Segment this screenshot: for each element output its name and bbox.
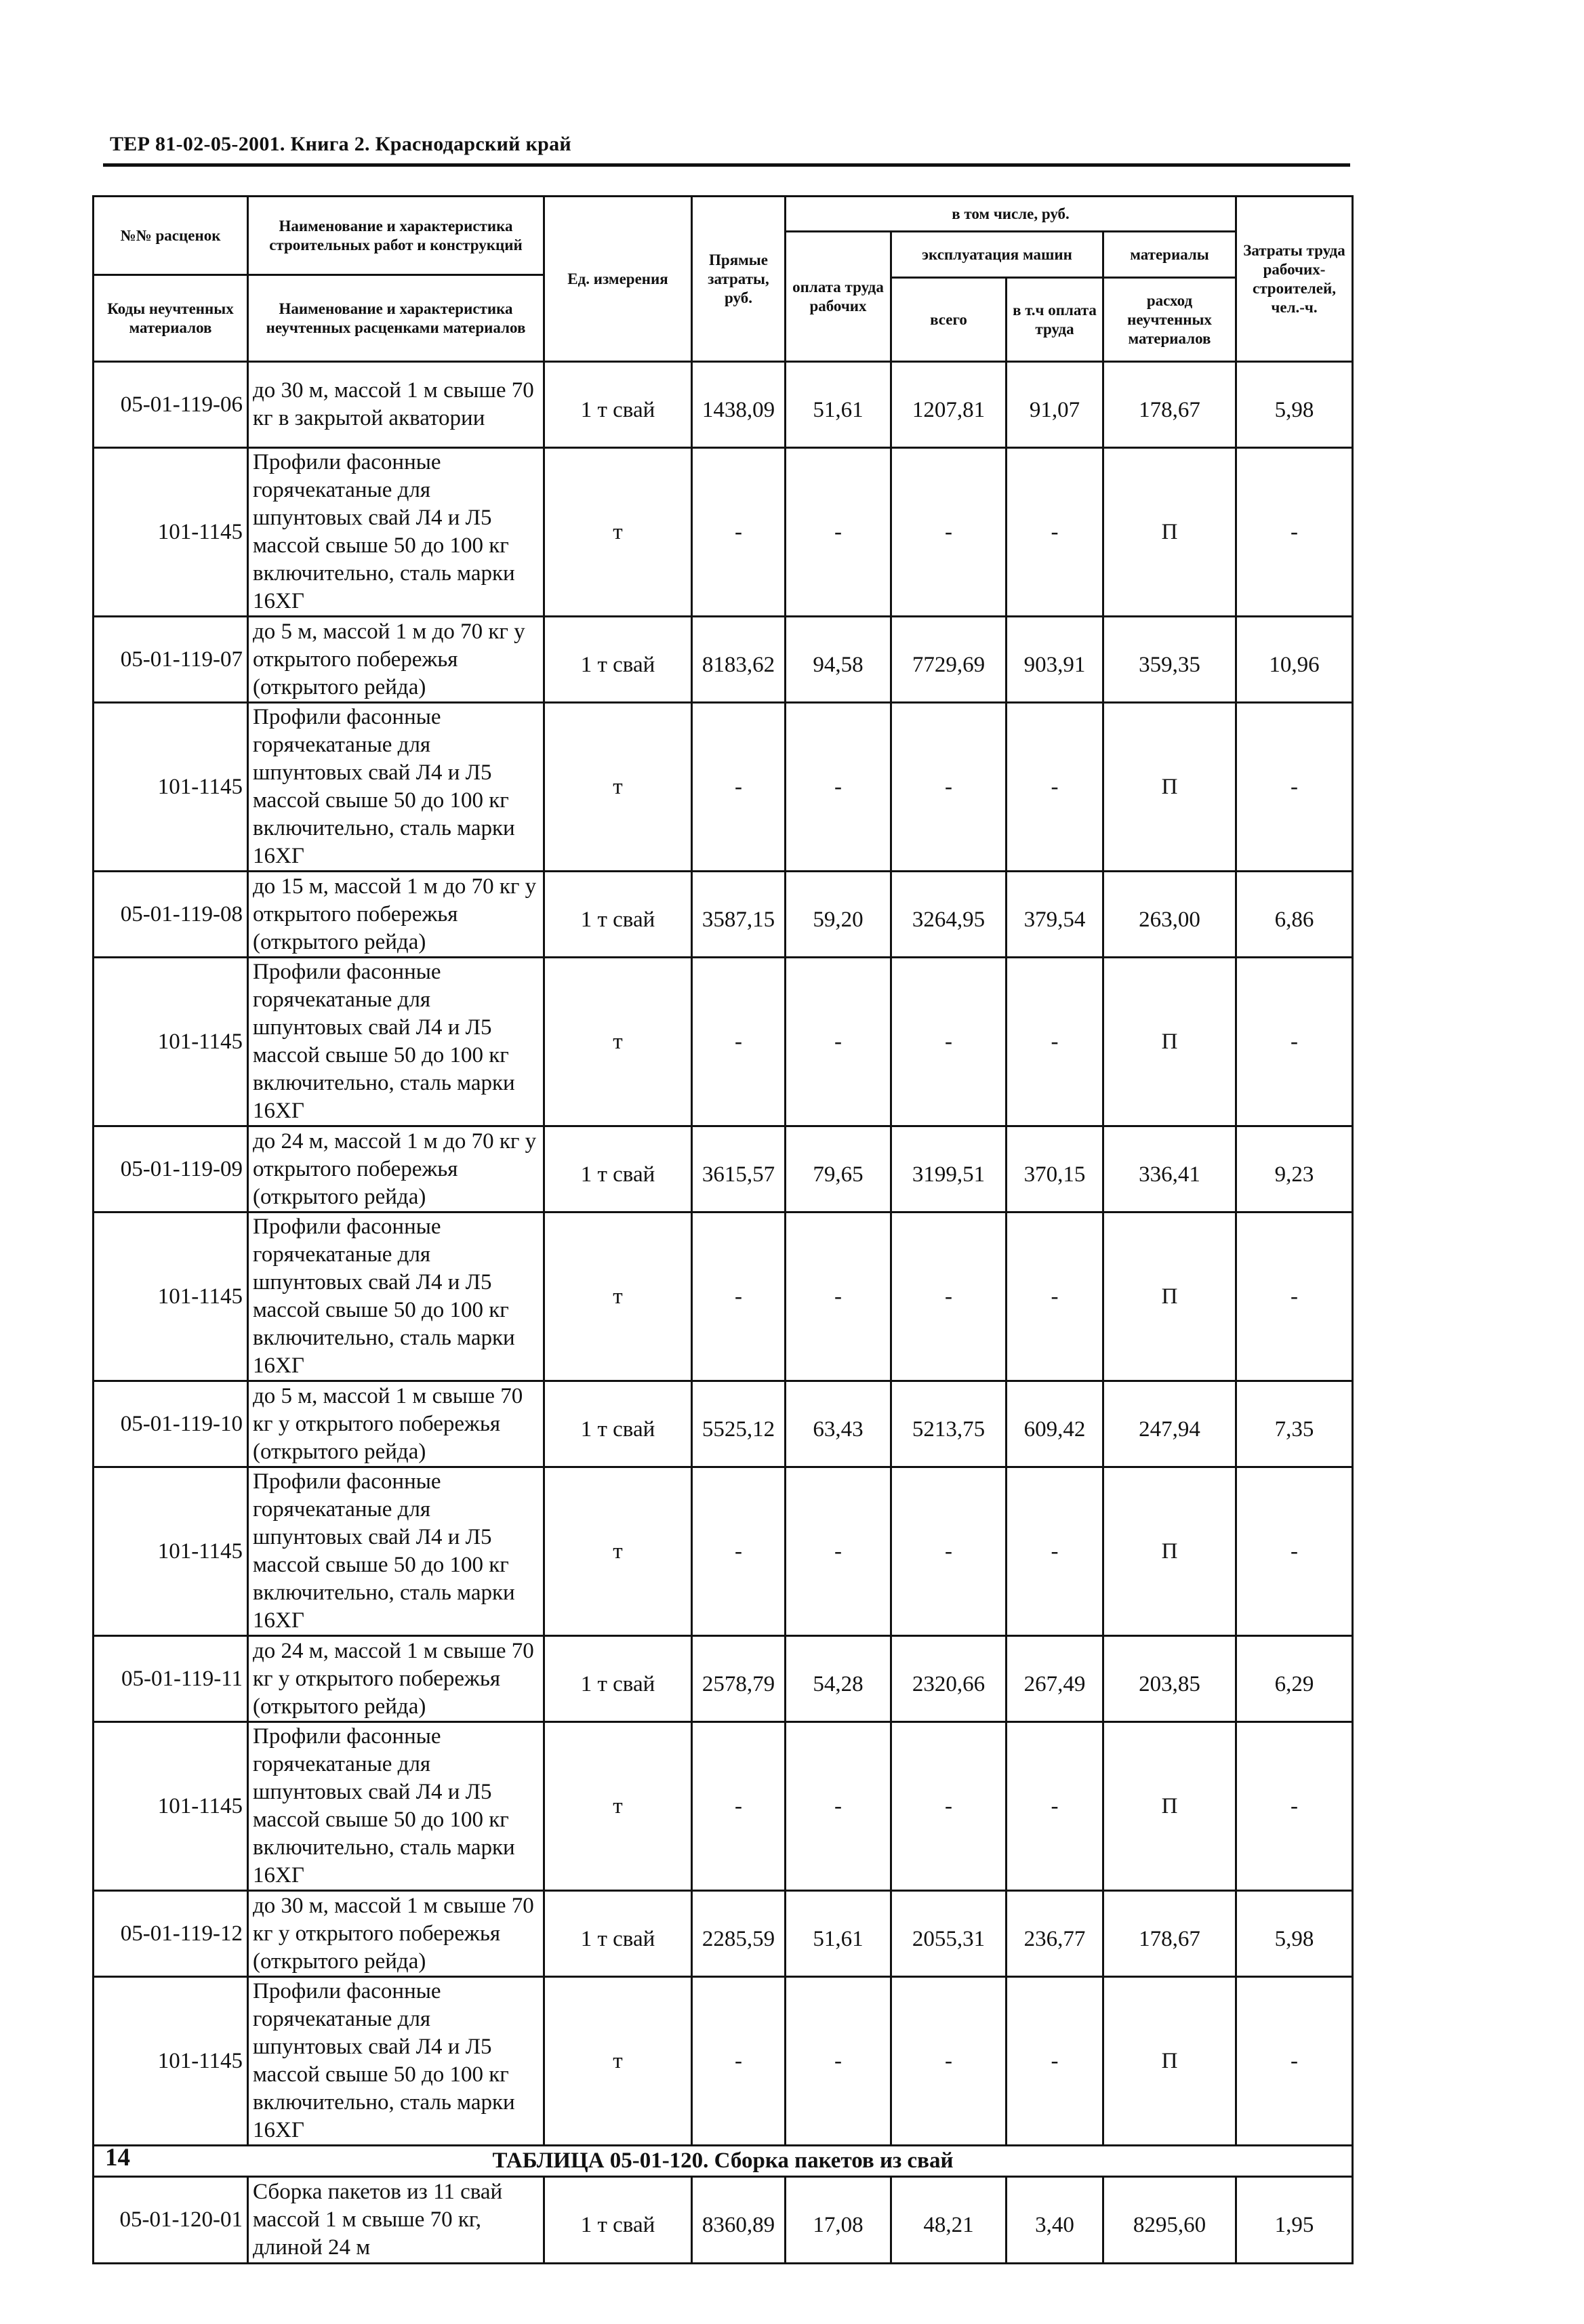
cell-labor-pay: 63,43	[786, 1381, 891, 1467]
cell-labor-pay: -	[786, 1467, 891, 1636]
cell-name: Профили фасонные горячекатаные для шпунтовых свай Л4 и Л5 массой свыше 50 до 100 кг включительно, сталь марки 16ХГ	[248, 703, 544, 872]
cell-name: до 5 м, массой 1 м до 70 кг у открытого побережья (открытого рейда)	[248, 617, 544, 703]
cell-unit: т	[544, 958, 692, 1126]
cell-materials: П	[1103, 958, 1236, 1126]
cell-labor-costs: 6,86	[1236, 872, 1353, 958]
cell-name: до 5 м, массой 1 м свыше 70 кг у открытого побережья (открытого рейда)	[248, 1381, 544, 1467]
page-number: 14	[105, 2144, 130, 2172]
header-labor-costs: Затраты труда рабочих-строителей, чел.-ч.	[1236, 197, 1353, 362]
cell-unit: т	[544, 1212, 692, 1381]
cell-unit: т	[544, 1722, 692, 1891]
page-header-title: ТЕР 81-02-05-2001. Книга 2. Краснодарский край	[110, 133, 572, 155]
cell-code: 101-1145	[94, 1977, 248, 2146]
cell-materials: 8295,60	[1103, 2177, 1236, 2264]
cell-materials: 203,85	[1103, 1636, 1236, 1722]
cell-materials: 263,00	[1103, 872, 1236, 958]
cell-code: 05-01-119-06	[94, 362, 248, 448]
cell-labor-costs: 6,29	[1236, 1636, 1353, 1722]
cell-direct-costs: -	[692, 448, 786, 617]
cell-code: 101-1145	[94, 703, 248, 872]
cell-code: 101-1145	[94, 448, 248, 617]
cell-machines-pay: 903,91	[1007, 617, 1103, 703]
cell-code: 05-01-119-08	[94, 872, 248, 958]
cell-unit: 1 т свай	[544, 1381, 692, 1467]
cell-labor-pay: 51,61	[786, 362, 891, 448]
cell-code: 101-1145	[94, 1722, 248, 1891]
header-materials: материалы	[1103, 232, 1236, 278]
cell-machines-pay: -	[1007, 703, 1103, 872]
cell-machines-total: 3264,95	[891, 872, 1007, 958]
cell-labor-costs: 1,95	[1236, 2177, 1353, 2264]
cell-labor-pay: 59,20	[786, 872, 891, 958]
header-including: в том числе, руб.	[786, 197, 1236, 232]
table-row-work	[94, 1381, 1353, 1467]
cell-direct-costs: 2285,59	[692, 1891, 786, 1977]
cell-unit: т	[544, 448, 692, 617]
cell-labor-costs: -	[1236, 703, 1353, 872]
cell-machines-total: 5213,75	[891, 1381, 1007, 1467]
cell-machines-total: -	[891, 1722, 1007, 1891]
cell-labor-pay: -	[786, 1722, 891, 1891]
cell-labor-pay: -	[786, 958, 891, 1126]
cell-machines-pay: -	[1007, 1212, 1103, 1381]
cell-materials: П	[1103, 1722, 1236, 1891]
table-row-work	[94, 1636, 1353, 1722]
cell-machines-total: -	[891, 703, 1007, 872]
cell-materials: 247,94	[1103, 1381, 1236, 1467]
table-row-work	[94, 1891, 1353, 1977]
cell-name: Сборка пакетов из 11 свай массой 1 м свыше 70 кг, длиной 24 м	[248, 2177, 544, 2264]
table-row-material	[94, 448, 1353, 617]
cell-code: 05-01-119-11	[94, 1636, 248, 1722]
table-row-material	[94, 1212, 1353, 1381]
cell-labor-pay: 79,65	[786, 1126, 891, 1212]
cell-direct-costs: 1438,09	[692, 362, 786, 448]
cell-machines-pay: 379,54	[1007, 872, 1103, 958]
cell-labor-costs: 10,96	[1236, 617, 1353, 703]
cell-machines-total: 48,21	[891, 2177, 1007, 2264]
cell-direct-costs: -	[692, 1977, 786, 2146]
cell-name: до 24 м, массой 1 м до 70 кг у открытого побережья (открытого рейда)	[248, 1126, 544, 1212]
header-unit: Ед. измерения	[544, 197, 692, 362]
cell-direct-costs: -	[692, 1722, 786, 1891]
header-name-bottom: Наименование и характеристика неучтенных расценками материалов	[248, 275, 544, 362]
cell-materials: П	[1103, 1977, 1236, 2146]
cell-unit: т	[544, 703, 692, 872]
cell-labor-costs: -	[1236, 1722, 1353, 1891]
cell-labor-pay: 51,61	[786, 1891, 891, 1977]
cell-name: Профили фасонные горячекатаные для шпунтовых свай Л4 и Л5 массой свыше 50 до 100 кг включительно, сталь марки 16ХГ	[248, 1977, 544, 2146]
cell-machines-total: 7729,69	[891, 617, 1007, 703]
header-rule	[103, 163, 1350, 167]
header-direct-costs: Прямые затраты, руб.	[692, 197, 786, 362]
cell-machines-pay: 370,15	[1007, 1126, 1103, 1212]
cell-labor-costs: 9,23	[1236, 1126, 1353, 1212]
cell-materials: П	[1103, 1467, 1236, 1636]
cell-unit: 1 т свай	[544, 617, 692, 703]
cell-code: 05-01-119-09	[94, 1126, 248, 1212]
cell-name: до 30 м, массой 1 м свыше 70 кг у открытого побережья (открытого рейда)	[248, 1891, 544, 1977]
cell-name: Профили фасонные горячекатаные для шпунтовых свай Л4 и Л5 массой свыше 50 до 100 кг включительно, сталь марки 16ХГ	[248, 1212, 544, 1381]
cell-direct-costs: -	[692, 1212, 786, 1381]
cell-direct-costs: -	[692, 1467, 786, 1636]
cell-labor-costs: 7,35	[1236, 1381, 1353, 1467]
table-row-material	[94, 958, 1353, 1126]
cell-labor-pay: 17,08	[786, 2177, 891, 2264]
table-row-work	[94, 872, 1353, 958]
table-row-material	[94, 1977, 1353, 2146]
table-row-material	[94, 1722, 1353, 1891]
cell-labor-costs: -	[1236, 1212, 1353, 1381]
cell-machines-pay: 236,77	[1007, 1891, 1103, 1977]
cell-direct-costs: -	[692, 958, 786, 1126]
header-machines: эксплуатация машин	[891, 232, 1103, 278]
table-row-material	[94, 1467, 1353, 1636]
cell-machines-total: -	[891, 958, 1007, 1126]
cell-labor-costs: 5,98	[1236, 362, 1353, 448]
cell-machines-total: -	[891, 1212, 1007, 1381]
cell-machines-pay: -	[1007, 1977, 1103, 2146]
table-section-row	[94, 2146, 1353, 2177]
cell-labor-pay: -	[786, 1977, 891, 2146]
cell-unit: 1 т свай	[544, 1126, 692, 1212]
cell-name: Профили фасонные горячекатаные для шпунтовых свай Л4 и Л5 массой свыше 50 до 100 кг включительно, сталь марки 16ХГ	[248, 448, 544, 617]
table-row-work	[94, 2177, 1353, 2264]
cell-unit: 1 т свай	[544, 1636, 692, 1722]
cell-unit: 1 т свай	[544, 1891, 692, 1977]
cell-labor-pay: -	[786, 448, 891, 617]
table-row-work	[94, 1126, 1353, 1212]
cell-machines-pay: 609,42	[1007, 1381, 1103, 1467]
cell-unit: т	[544, 1467, 692, 1636]
cell-labor-costs: -	[1236, 1467, 1353, 1636]
cell-code: 101-1145	[94, 958, 248, 1126]
cell-materials: П	[1103, 448, 1236, 617]
cell-materials: П	[1103, 703, 1236, 872]
table-body	[94, 362, 1353, 2264]
cell-labor-pay: 94,58	[786, 617, 891, 703]
cell-machines-total: -	[891, 448, 1007, 617]
cell-direct-costs: 3615,57	[692, 1126, 786, 1212]
header-code-top: №№ расценок	[94, 197, 248, 275]
cell-machines-total: 3199,51	[891, 1126, 1007, 1212]
cell-labor-costs: -	[1236, 448, 1353, 617]
cell-machines-pay: -	[1007, 448, 1103, 617]
cell-code: 05-01-119-10	[94, 1381, 248, 1467]
cell-machines-total: -	[891, 1977, 1007, 2146]
cell-code: 05-01-119-12	[94, 1891, 248, 1977]
table-row-material	[94, 703, 1353, 872]
cell-unit: 1 т свай	[544, 2177, 692, 2264]
header-code-bottom: Коды неучтенных материалов	[94, 275, 248, 362]
cell-machines-pay: 91,07	[1007, 362, 1103, 448]
cell-machines-total: -	[891, 1467, 1007, 1636]
section-title: ТАБЛИЦА 05-01-120. Сборка пакетов из свай	[94, 2146, 1353, 2177]
cell-machines-total: 2320,66	[891, 1636, 1007, 1722]
cell-name: до 30 м, массой 1 м свыше 70 кг в закрытой акватории	[248, 362, 544, 448]
cell-machines-pay: -	[1007, 1467, 1103, 1636]
cell-direct-costs: -	[692, 703, 786, 872]
cell-machines-pay: 267,49	[1007, 1636, 1103, 1722]
cell-labor-costs: -	[1236, 958, 1353, 1126]
cell-materials: 178,67	[1103, 1891, 1236, 1977]
cell-name: Профили фасонные горячекатаные для шпунтовых свай Л4 и Л5 массой свыше 50 до 100 кг включительно, сталь марки 16ХГ	[248, 958, 544, 1126]
cell-machines-total: 1207,81	[891, 362, 1007, 448]
cell-direct-costs: 8360,89	[692, 2177, 786, 2264]
cell-materials: 178,67	[1103, 362, 1236, 448]
cell-unit: т	[544, 1977, 692, 2146]
cell-materials: 359,35	[1103, 617, 1236, 703]
cell-code: 101-1145	[94, 1467, 248, 1636]
header-machines-total: всего	[891, 278, 1007, 362]
cell-unit: 1 т свай	[544, 872, 692, 958]
cell-materials: 336,41	[1103, 1126, 1236, 1212]
cell-direct-costs: 5525,12	[692, 1381, 786, 1467]
cell-direct-costs: 3587,15	[692, 872, 786, 958]
cell-machines-pay: 3,40	[1007, 2177, 1103, 2264]
cell-labor-costs: -	[1236, 1977, 1353, 2146]
cell-direct-costs: 8183,62	[692, 617, 786, 703]
header-materials-sub: расход неучтенных материалов	[1103, 278, 1236, 362]
cell-direct-costs: 2578,79	[692, 1636, 786, 1722]
cell-machines-pay: -	[1007, 958, 1103, 1126]
cell-materials: П	[1103, 1212, 1236, 1381]
table-row-work	[94, 362, 1353, 448]
header-labor-pay: оплата труда рабочих	[786, 232, 891, 362]
cell-labor-pay: 54,28	[786, 1636, 891, 1722]
header-name-top: Наименование и характеристика строительных работ и конструкций	[248, 197, 544, 275]
cell-labor-costs: 5,98	[1236, 1891, 1353, 1977]
cell-code: 101-1145	[94, 1212, 248, 1381]
cell-labor-pay: -	[786, 703, 891, 872]
cell-machines-total: 2055,31	[891, 1891, 1007, 1977]
header-machines-pay: в т.ч оплата труда	[1007, 278, 1103, 362]
table-row-work	[94, 617, 1353, 703]
cell-code: 05-01-119-07	[94, 617, 248, 703]
cell-name: до 24 м, массой 1 м свыше 70 кг у открытого побережья (открытого рейда)	[248, 1636, 544, 1722]
cell-machines-pay: -	[1007, 1722, 1103, 1891]
cell-name: Профили фасонные горячекатаные для шпунтовых свай Л4 и Л5 массой свыше 50 до 100 кг включительно, сталь марки 16ХГ	[248, 1467, 544, 1636]
cell-labor-pay: -	[786, 1212, 891, 1381]
cell-name: Профили фасонные горячекатаные для шпунтовых свай Л4 и Л5 массой свыше 50 до 100 кг включительно, сталь марки 16ХГ	[248, 1722, 544, 1891]
rates-table	[92, 195, 1354, 2264]
cell-unit: 1 т свай	[544, 362, 692, 448]
cell-name: до 15 м, массой 1 м до 70 кг у открытого побережья (открытого рейда)	[248, 872, 544, 958]
cell-code: 05-01-120-01	[94, 2177, 248, 2264]
table-header	[94, 197, 1353, 362]
